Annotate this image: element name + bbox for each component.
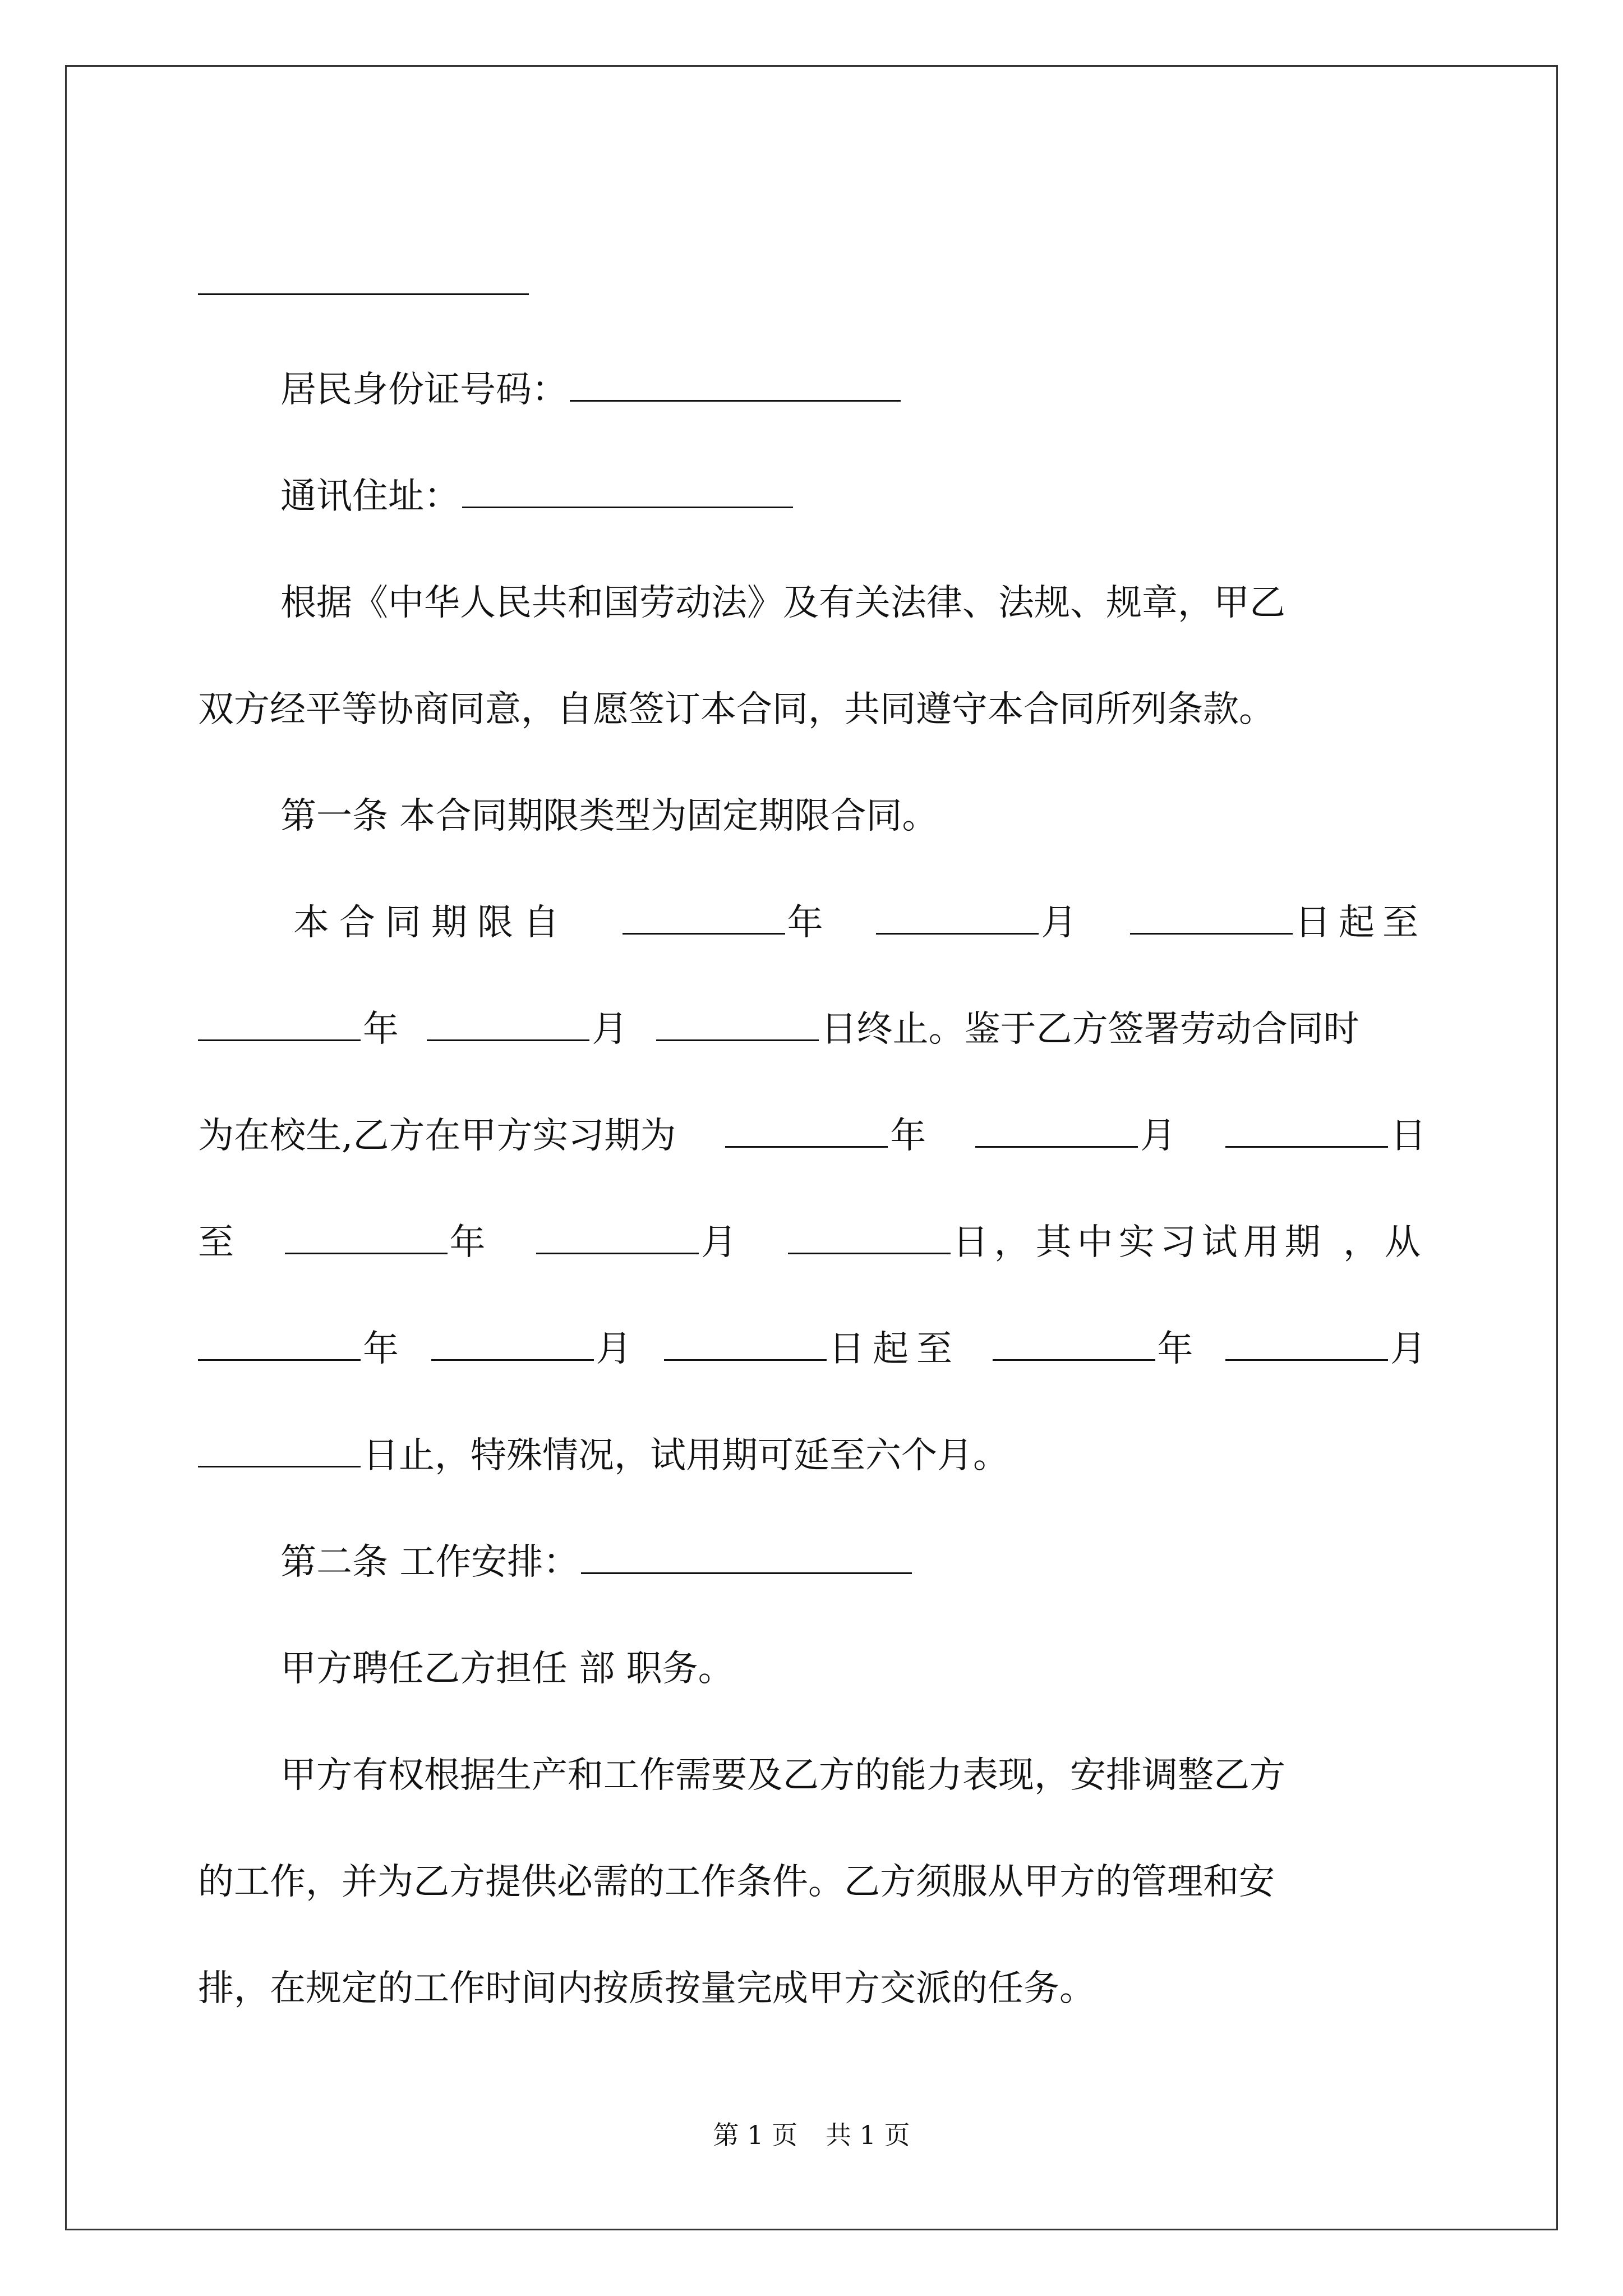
- term-start-day-field[interactable]: [1130, 933, 1293, 935]
- duty-line-1: [198, 1722, 1426, 1829]
- year-label: 年: [890, 1115, 926, 1157]
- article-2-title: [198, 1509, 1426, 1616]
- year-label: 年: [363, 1328, 399, 1370]
- term-line: [198, 869, 1426, 976]
- year-label: 年: [449, 1222, 486, 1263]
- appointment-text: 甲方聘任乙方担任 部 职务。: [280, 1648, 734, 1690]
- page-number-total: 共 1 页: [826, 2120, 910, 2150]
- month-label: 月: [592, 1009, 628, 1050]
- year-label: 年: [363, 1009, 399, 1050]
- probation-start-year-group: [198, 1296, 399, 1402]
- intern-start-day-group: [1223, 1083, 1426, 1189]
- duty-line-2: [198, 1829, 1426, 1935]
- year-label: 年: [1157, 1328, 1193, 1370]
- page-footer: [0, 2115, 1623, 2152]
- intern-prefix: 为在校生,乙方在甲方实习期为: [198, 1115, 676, 1157]
- intern-start-year-field[interactable]: [725, 1146, 888, 1148]
- article-1-text: 第一条 本合同期限类型为固定期限合同。: [280, 795, 938, 837]
- address-label: 通讯住址：: [280, 476, 460, 517]
- term-start-month-group: [874, 869, 1077, 976]
- term-end-year-field[interactable]: [198, 1039, 361, 1041]
- duty-text-2: 的工作，并为乙方提供必需的工作条件。乙方须服从甲方的管理和安: [198, 1861, 1275, 1903]
- intern-suffix: 日，其中实习试用期 ，从: [952, 1222, 1426, 1263]
- probation-line: [198, 1296, 1426, 1402]
- month-label: 月: [1041, 902, 1077, 944]
- probation-end-month-field[interactable]: [1225, 1359, 1388, 1361]
- id-number-field[interactable]: [570, 400, 901, 402]
- month-label: 月: [1390, 1328, 1426, 1370]
- probation-start-month-group: [429, 1296, 632, 1402]
- intern-end-day-group: [786, 1189, 1426, 1296]
- preamble-line-2: [198, 656, 1426, 763]
- probation-end-line: [198, 1402, 1426, 1509]
- day-from-label: 日起至: [1294, 902, 1426, 944]
- address-line: [198, 443, 1426, 550]
- term-start-day-group: [1128, 869, 1426, 976]
- work-arrangement-field[interactable]: [581, 1572, 912, 1574]
- month-label: 月: [1140, 1115, 1177, 1157]
- intern-end-month-group: [534, 1189, 737, 1296]
- intern-end-month-field[interactable]: [536, 1253, 699, 1254]
- to-label: 至: [198, 1222, 234, 1263]
- intern-end-line: [198, 1189, 1426, 1296]
- address-field[interactable]: [462, 507, 793, 508]
- term-prefix: 本合同期限自: [293, 902, 569, 944]
- intern-end-year-group: [283, 1189, 486, 1296]
- month-label: 月: [701, 1222, 737, 1263]
- duty-line-3: [198, 1935, 1426, 2042]
- year-label: 年: [787, 902, 823, 944]
- duty-text-3: 排，在规定的工作时间内按质按量完成甲方交派的任务。: [198, 1968, 1095, 2009]
- appointment-line: [198, 1616, 1426, 1722]
- probation-end-year-field[interactable]: [993, 1359, 1155, 1361]
- id-number-line: [198, 337, 1426, 443]
- probation-end-month-group: [1223, 1296, 1426, 1402]
- probation-start-year-field[interactable]: [198, 1359, 361, 1361]
- preamble-line-1: [198, 550, 1426, 656]
- blank-field[interactable]: [198, 293, 529, 295]
- probation-end-text: 日止，特殊情况，试用期可延至六个月。: [363, 1435, 1009, 1476]
- intern-line: [198, 1083, 1426, 1189]
- duty-text-1: 甲方有权根据生产和工作需要及乙方的能力表现，安排调整乙方: [280, 1755, 1285, 1796]
- term-end-month-field[interactable]: [427, 1039, 589, 1041]
- intern-start-month-group: [973, 1083, 1176, 1189]
- page-number-current: 第 1 页: [713, 2120, 797, 2150]
- probation-end-day-field[interactable]: [198, 1466, 361, 1467]
- article-2-label: 第二条 工作安排：: [280, 1542, 579, 1583]
- intern-end-day-field[interactable]: [788, 1253, 951, 1254]
- probation-start-month-field[interactable]: [431, 1359, 594, 1361]
- article-1-title: [198, 763, 1426, 869]
- intern-start-month-field[interactable]: [975, 1146, 1138, 1148]
- day-from-label: 日起至: [829, 1328, 960, 1370]
- probation-start-day-group: [662, 1296, 960, 1402]
- day-label: 日: [1390, 1115, 1426, 1157]
- term-end-day-field[interactable]: [656, 1039, 819, 1041]
- term-start-month-field[interactable]: [876, 933, 1039, 935]
- contract-body: [198, 230, 1426, 2042]
- intern-start-year-group: [723, 1083, 926, 1189]
- probation-start-day-field[interactable]: [664, 1359, 827, 1361]
- preamble-text-2: 双方经平等协商同意，自愿签订本合同，共同遵守本合同所列条款。: [198, 689, 1275, 730]
- term-start-year-group: [620, 869, 823, 976]
- intern-end-year-field[interactable]: [285, 1253, 448, 1254]
- term-start-year-field[interactable]: [623, 933, 785, 935]
- id-number-label: 居民身份证号码：: [280, 369, 568, 411]
- probation-end-year-group: [990, 1296, 1193, 1402]
- term-end-suffix: 日终止。鉴于乙方签署劳动合同时: [820, 1009, 1359, 1050]
- term-end-line: [198, 976, 1426, 1083]
- preamble-text-1: 根据《中华人民共和国劳动法》及有关法律、法规、规章，甲乙: [280, 582, 1285, 624]
- intern-start-day-field[interactable]: [1225, 1146, 1388, 1148]
- blank-line-top: [198, 230, 1426, 337]
- month-label: 月: [596, 1328, 632, 1370]
